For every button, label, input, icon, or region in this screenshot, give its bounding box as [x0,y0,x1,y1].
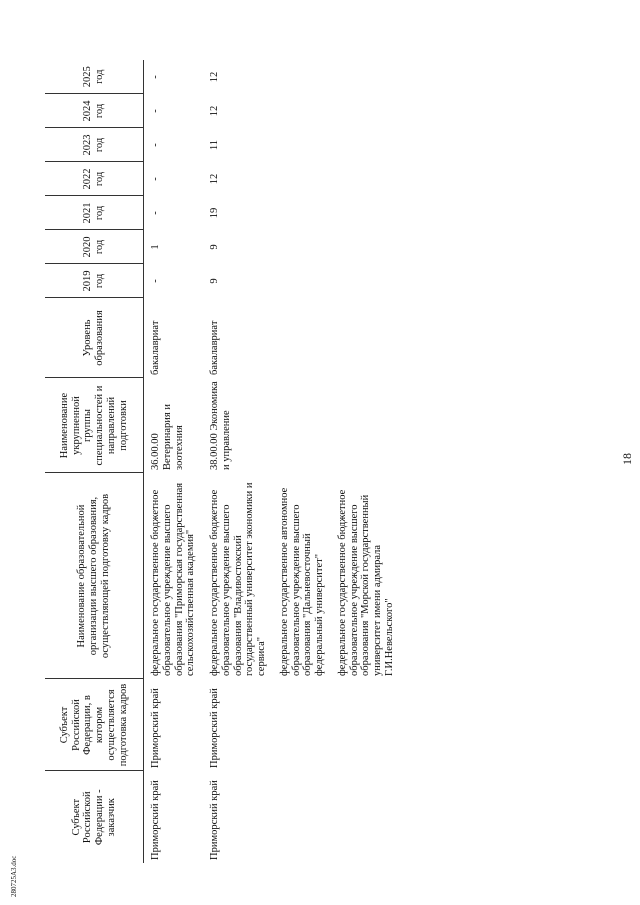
cell-organization [203,473,402,679]
organization-name: федеральное государственное бюджетное образовательное учреждение высшего образования "Владивостокский государственный университет экономики и сервиса" [209,482,267,676]
cell-year-value: - [150,143,161,147]
cell-level: бакалавриат [209,320,220,375]
training-plan-table [45,60,402,863]
page-number: 18 [620,453,634,465]
header-organization: Наименование образовательной организации высшего образования, осуществляющей подготовку кадров [45,473,144,679]
header-year: 2020 год [45,230,144,264]
header-level: Уровень образования [45,298,144,378]
cell-year-value: - [150,279,161,283]
header-year: 2023 год [45,128,144,162]
cell-year-value: 19 [209,207,220,219]
header-year: 2022 год [45,162,144,196]
cell-specialty-group: 36.00.00 Ветеринария и зоотехния [150,403,185,470]
header-specialty-group: Наименование укрупненной группы специальностей и направлений подготовки [45,378,144,473]
table-row [203,60,402,863]
cell-training-subject: Приморский край [209,688,220,768]
header-year: 2021 год [45,196,144,230]
cell-year-value: 11 [209,139,220,151]
header-year: 2024 год [45,94,144,128]
cell-customer: Приморский край [209,780,220,860]
table-row [144,60,204,863]
header-training-subject: Субъект Российской Федерации, в котором осуществляется подготовка кадров [45,679,144,771]
cell-year-value: 12 [209,173,220,185]
organization-name: федеральное государственное бюджетное образовательное учреждение высшего образования "Приморская государственная сельскохозяйственная академия" [150,482,197,676]
cell-year-value: - [150,109,161,113]
table-header-row [45,60,144,863]
cell-year-value: - [150,75,161,79]
cell-customer: Приморский край [150,780,161,860]
cell-year-value: - [150,177,161,181]
header-year: 2025 год [45,60,144,94]
document-footer: 280725A3.doc [10,855,18,897]
cell-year-value: 9 [209,244,220,250]
cell-year-value: 1 [150,244,161,250]
cell-year-value: - [150,211,161,215]
header-customer: Субъект Российской Федерации - заказчик [70,789,117,846]
cell-year-value: 9 [209,278,220,284]
cell-training-subject: Приморский край [150,688,161,768]
cell-organization [144,473,204,679]
cell-year-value: 12 [209,105,220,117]
cell-year-value: 12 [209,71,220,83]
organization-name: федеральное государственное автономное образовательное учреждение высшего образования "Дальневосточный федеральный университет" [278,487,325,676]
organization-name: федеральное государственное бюджетное образовательное учреждение высшего образования "Морской государственный университет имени адмирала Г.И.Невельского" [336,489,395,676]
cell-specialty-group: 38.00.00 Экономика и управление [209,381,232,470]
header-year: 2019 год [45,264,144,298]
cell-level: бакалавриат [150,320,161,375]
